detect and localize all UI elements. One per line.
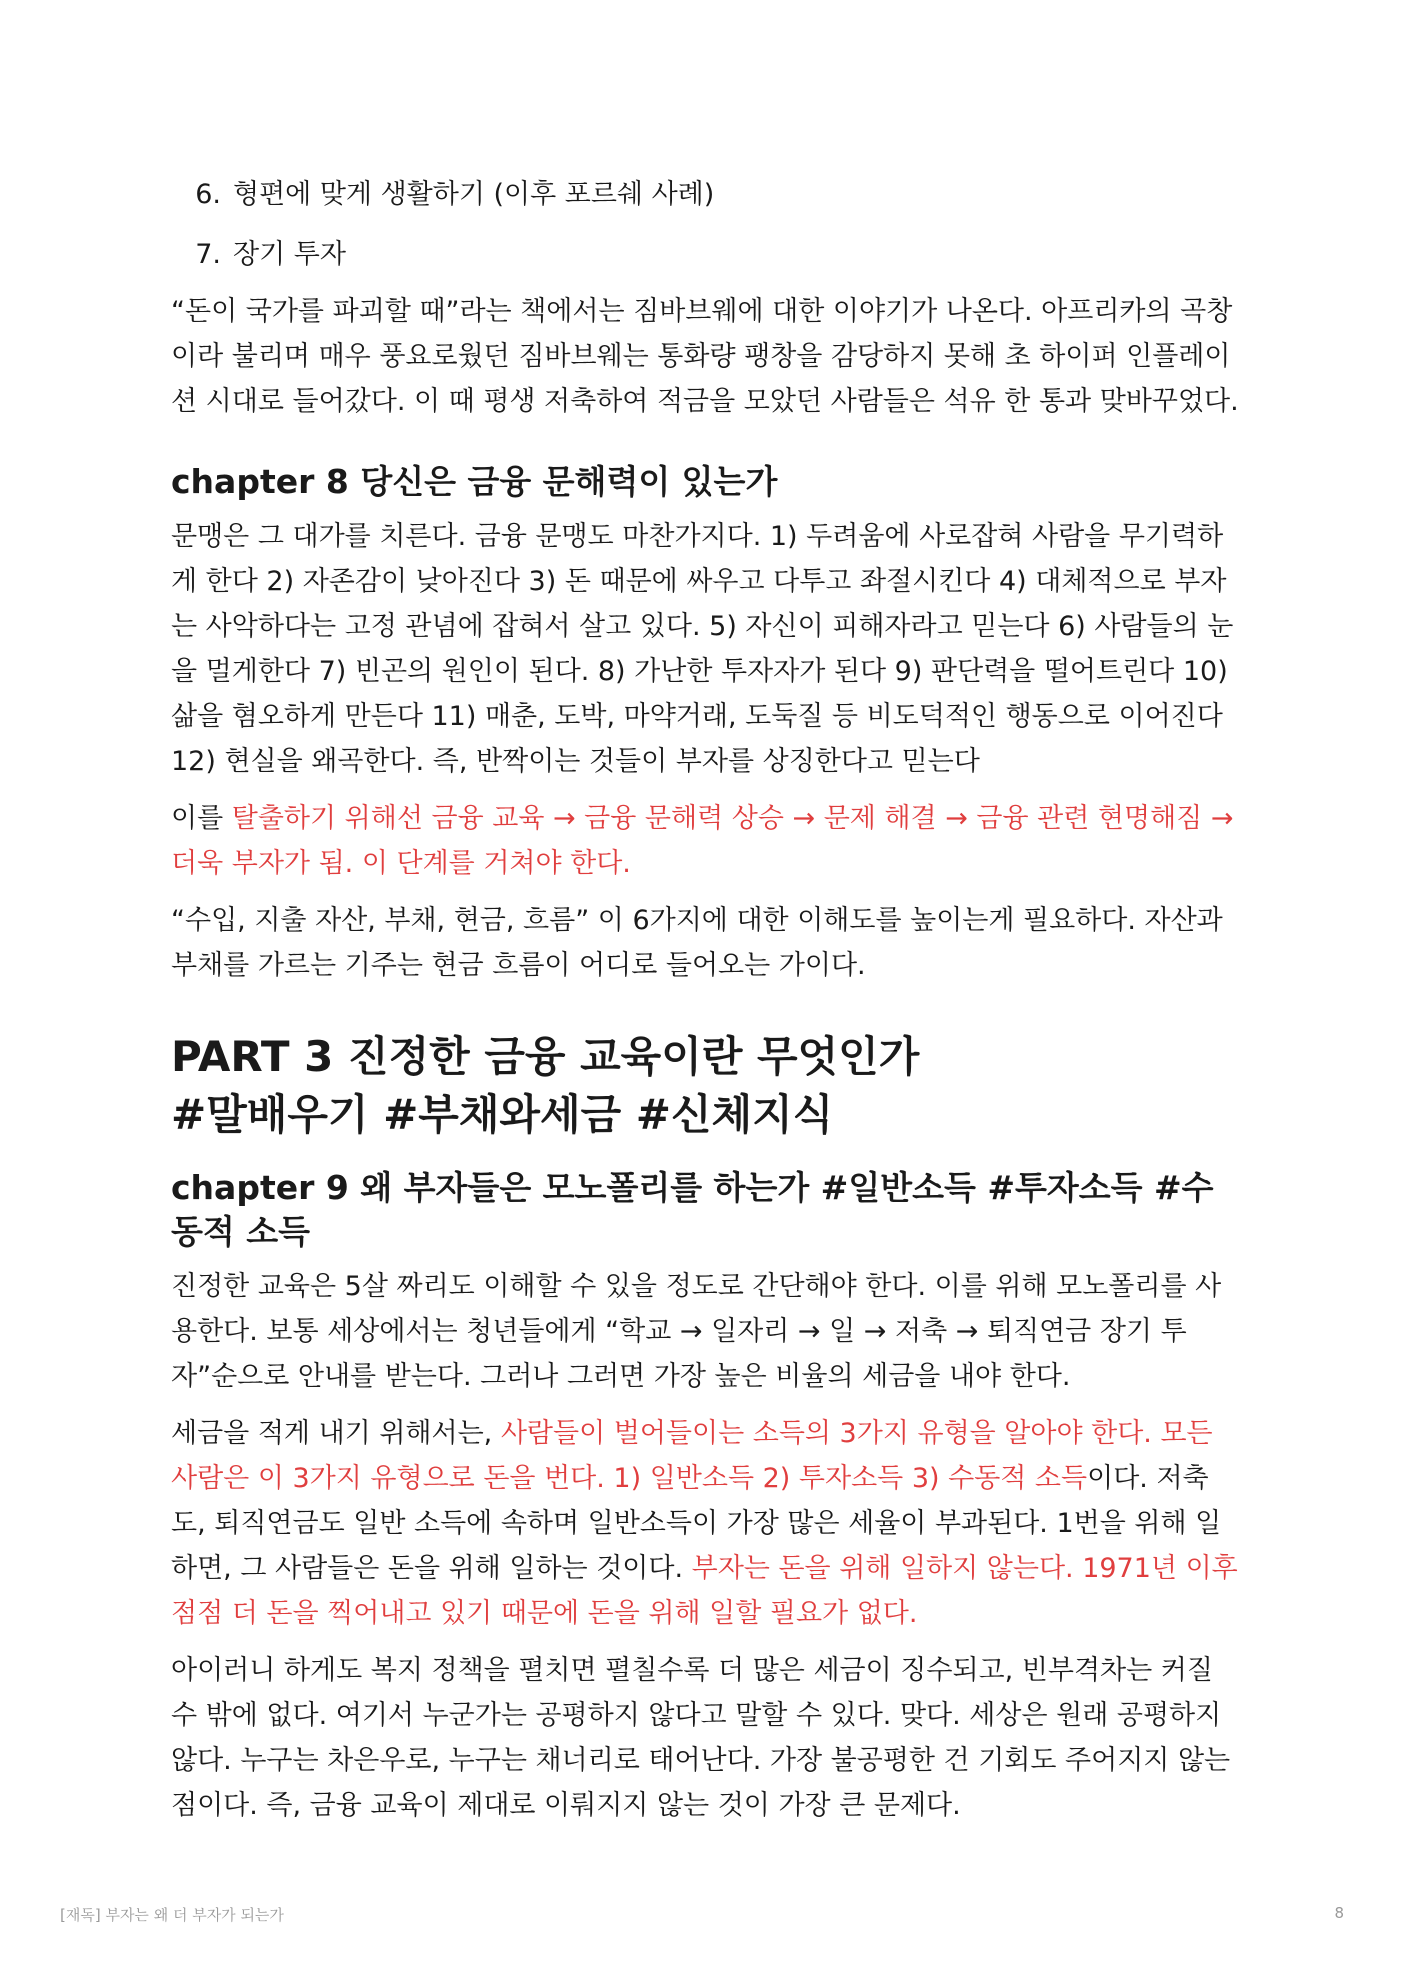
chapter-8-heading: chapter 8 당신은 금융 문해력이 있는가	[171, 462, 778, 501]
footer-title: [재독] 부자는 왜 더 부자가 되는가	[60, 1906, 284, 1924]
highlight-text: 사람들이 벌어들이는 소득의 3가지 유형을 알아야 한다. 모든 사람은 이 3가지 유형으로 돈을 번다. 1) 일반소득 2) 투자소득 3) 수동적 소득	[171, 1418, 1213, 1494]
list-number: 7.	[195, 239, 221, 270]
chapter-9-heading: chapter 9 왜 부자들은 모노폴리를 하는가 #일반소득 #투자소득 #수동적 소득	[171, 1168, 1214, 1251]
page-content	[171, 165, 1241, 1840]
list-text: 형편에 맞게 생활하기 (이후 포르쉐 사례)	[233, 179, 715, 210]
list-item	[171, 165, 1241, 225]
paragraph-text: 이를	[171, 803, 232, 834]
highlight-text: 탈출하기 위해선 금융 교육 → 금융 문해력 상승 → 문제 해결 → 금융 관련 현명해짐 → 더욱 부자가 됨. 이 단계를 거쳐야 한다.	[171, 803, 1234, 879]
list-text: 장기 투자	[233, 239, 346, 270]
intro-paragraph: “돈이 국가를 파괴할 때”라는 책에서는 짐바브웨에 대한 이야기가 나온다. 아프리카의 곡창이라 불리며 매우 풍요로웠던 짐바브웨는 통화량 팽창을 감당하지 못해 초 하이퍼 인플레이션 시대로 들어갔다. 이 때 평생 저축하여 적금을 모았던 사람들은 석유 한 통과 맞바꾸었다.	[171, 296, 1239, 417]
part-3-hashtags: #말배우기 #부채와세금 #신체지식	[171, 1090, 834, 1139]
list-item	[171, 225, 1241, 285]
highlight-text: 부자는 돈을 위해 일하지 않는다. 1971년 이후 점점 더 돈을 찍어내고 있기 때문에 돈을 위해 일할 필요가 없다.	[171, 1553, 1238, 1629]
part-3-heading	[171, 1028, 1241, 1144]
chapter-8-paragraph-3: “수입, 지출 자산, 부채, 현금, 흐름” 이 6가지에 대한 이해도를 높이는게 필요하다. 자산과 부채를 가르는 기주는 현금 흐름이 어디로 들어오는 가이다.	[171, 905, 1223, 981]
chapter-9-paragraph-3: 아이러니 하게도 복지 정책을 펼치면 펼칠수록 더 많은 세금이 징수되고, 빈부격차는 커질 수 밖에 없다. 여기서 누군가는 공평하지 않다고 말할 수 있다. 맞다. 세상은 원래 공평하지 않다. 누구는 차은우로, 누구는 채너리로 태어난다. 가장 불공평한 건 기회도 주어지지 않는 점이다. 즉, 금융 교육이 제대로 이뤄지지 않는 것이 가장 큰 문제다.	[171, 1655, 1231, 1821]
chapter-8-paragraph-1: 문맹은 그 대가를 치른다. 금융 문맹도 마찬가지다. 1) 두려움에 사로잡혀 사람을 무기력하게 한다 2) 자존감이 낮아진다 3) 돈 때문에 싸우고 다투고 좌절시킨다 4) 대체적으로 부자는 사악하다는 고정 관념에 잡혀서 살고 있다. 5) 자신이 피해자라고 믿는다 6) 사람들의 눈을 멀게한다 7) 빈곤의 원인이 된다. 8) 가난한 투자자가 된다 9) 판단력을 떨어트린다 10) 삶을 혐오하게 만든다 11) 매춘, 도박, 마약거래, 도둑질 등 비도덕적인 행동으로 이어진다 12) 현실을 왜곡한다. 즉, 반짝이는 것들이 부자를 상징한다고 믿는다	[171, 521, 1234, 777]
chapter-8-paragraph-2	[171, 796, 1241, 886]
page-number: 8	[1334, 1904, 1344, 1922]
paragraph-text: 이다. 저축도, 퇴직연금도 일반 소득에 속하며 일반소득이 가장 많은 세율이 부과된다. 1번을 위해 일하면, 그 사람들은 돈을 위해 일하는 것이다.	[171, 1463, 1222, 1584]
chapter-9-paragraph-1: 진정한 교육은 5살 짜리도 이해할 수 있을 정도로 간단해야 한다. 이를 위해 모노폴리를 사용한다. 보통 세상에서는 청년들에게 “학교 → 일자리 → 일 → 저축 → 퇴직연금 장기 투자”순으로 안내를 받는다. 그러나 그러면 가장 높은 비율의 세금을 내야 한다.	[171, 1271, 1222, 1392]
chapter-9-paragraph-2	[171, 1411, 1241, 1636]
part-3-title: PART 3 진정한 금융 교육이란 무엇인가	[171, 1032, 920, 1081]
paragraph-text: 세금을 적게 내기 위해서는,	[171, 1418, 501, 1449]
list-number: 6.	[195, 179, 221, 210]
